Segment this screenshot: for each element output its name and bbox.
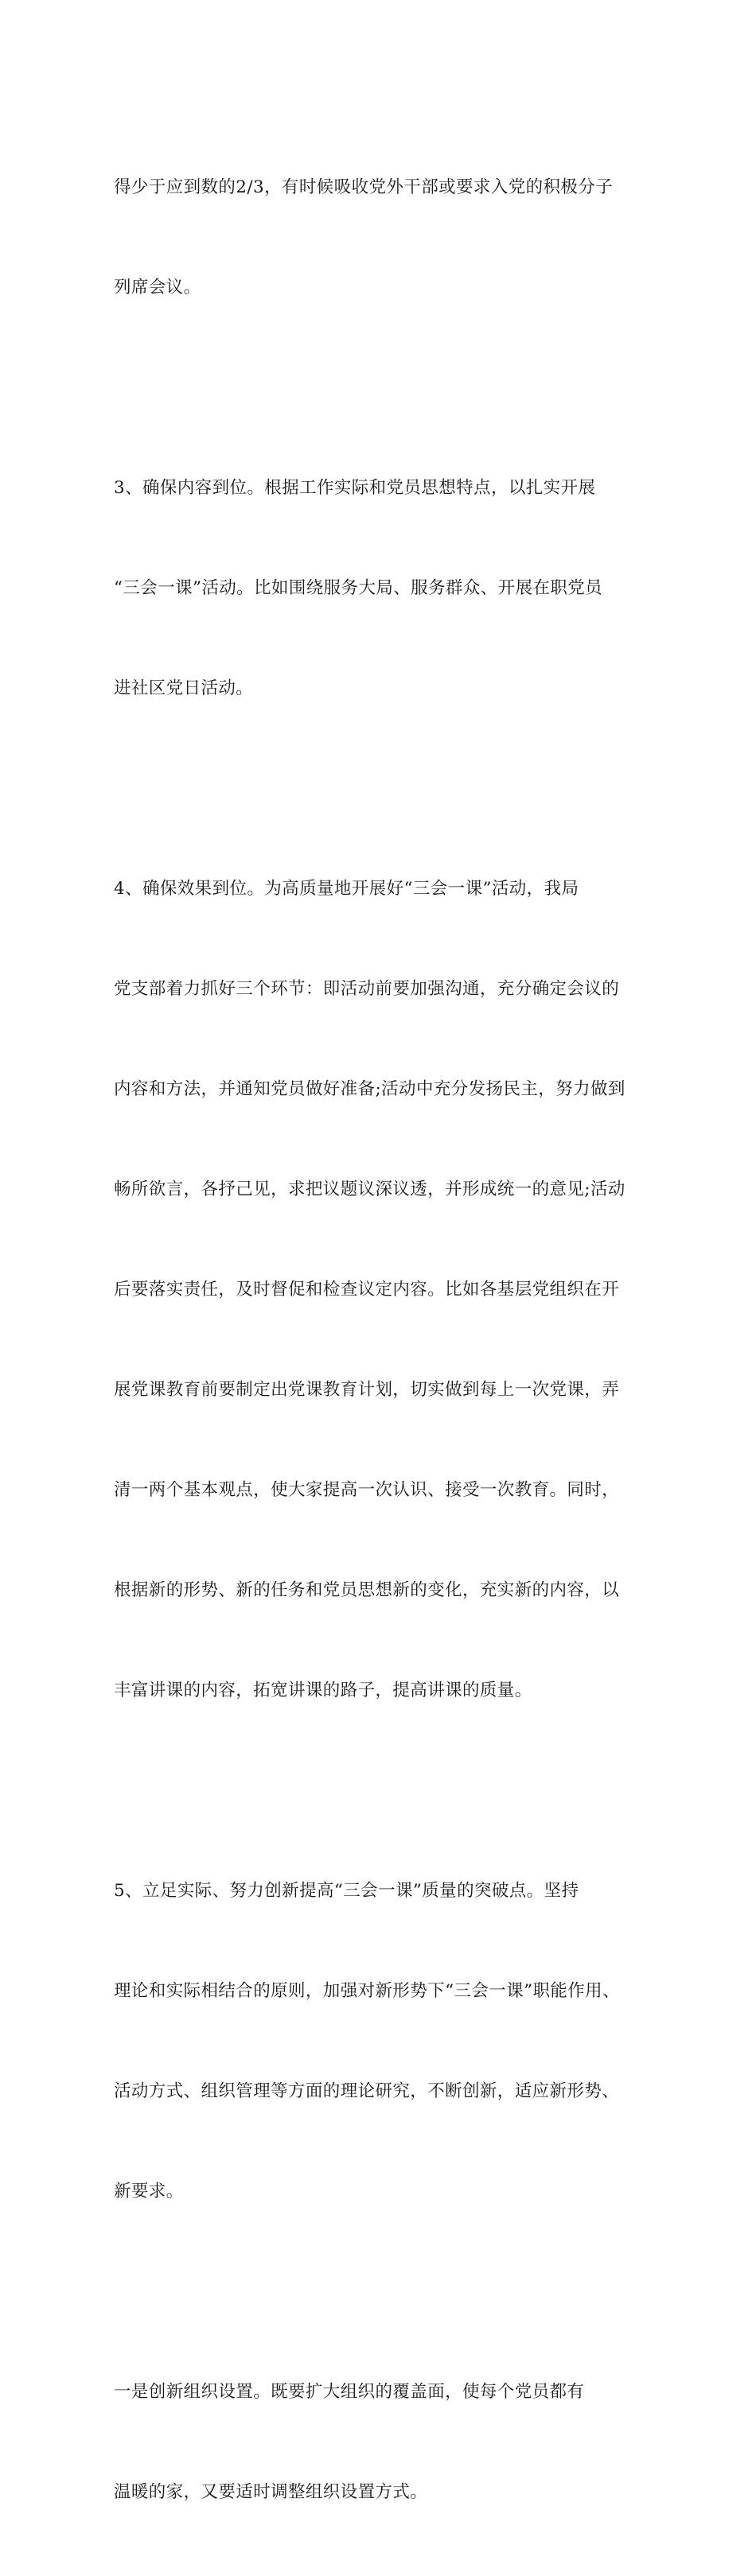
text-line: “三会一课”活动。比如围绕服务大局、服务群众、开展在职党员 bbox=[114, 578, 603, 598]
text-line: 列席会议。 bbox=[114, 278, 201, 297]
text-line: 清一两个基本观点，使大家提高一次认识、接受一次教育。同时， bbox=[114, 1480, 620, 1500]
text-line: 新要求。 bbox=[114, 2182, 184, 2201]
paragraph-2 bbox=[114, 405, 647, 772]
text-line: 温暖的家，又要适时调整组织设置方式。 bbox=[114, 2482, 428, 2502]
text-line: 畅所欲言，各抒己见，求把议题议深议透，并形成统一的意见;活动 bbox=[114, 1179, 625, 1199]
paragraph-1 bbox=[114, 104, 647, 371]
paragraph-5 bbox=[114, 2309, 647, 2576]
text-line: 进社区党日活动。 bbox=[114, 678, 254, 698]
text-line: 内容和方法，并通知党员做好准备;活动中充分发扬民主，努力做到 bbox=[114, 1079, 625, 1099]
text-line: 理论和实际相结合的原则，加强对新形势下“三会一课”职能作用、 bbox=[114, 1981, 620, 2001]
text-line: 活动方式、组织管理等方面的理论研究，不断创新，适应新形势、 bbox=[114, 2081, 620, 2101]
text-line: 根据新的形势、新的任务和党员思想新的变化，充实新的内容，以 bbox=[114, 1580, 620, 1600]
text-line: 后要落实责任，及时督促和检查议定内容。比如各基层党组织在开 bbox=[114, 1280, 620, 1300]
text-line: 展党课教育前要制定出党课教育计划，切实做到每上一次党课，弄 bbox=[114, 1380, 620, 1400]
text-line: 5、立足实际、努力创新提高“三会一课”质量的突破点。坚持 bbox=[114, 1881, 579, 1901]
text-line: 丰富讲课的内容，拓宽讲课的路子，提高讲课的质量。 bbox=[114, 1680, 532, 1700]
paragraph-3 bbox=[114, 806, 647, 1774]
text-line: 4、确保效果到位。为高质量地开展好“三会一课”活动，我局 bbox=[114, 879, 579, 899]
text-line: 3、确保内容到位。根据工作实际和党员思想特点，以扎实开展 bbox=[114, 478, 596, 498]
document-body bbox=[114, 104, 647, 2576]
text-line: 得少于应到数的2/3，有时候吸收党外干部或要求入党的积极分子 bbox=[114, 177, 614, 197]
text-line: 党支部着力抓好三个环节：即活动前要加强沟通，充分确定会议的 bbox=[114, 979, 620, 999]
paragraph-4 bbox=[114, 1808, 647, 2275]
text-line: 一是创新组织设置。既要扩大组织的覆盖面，使每个党员都有 bbox=[114, 2382, 585, 2402]
